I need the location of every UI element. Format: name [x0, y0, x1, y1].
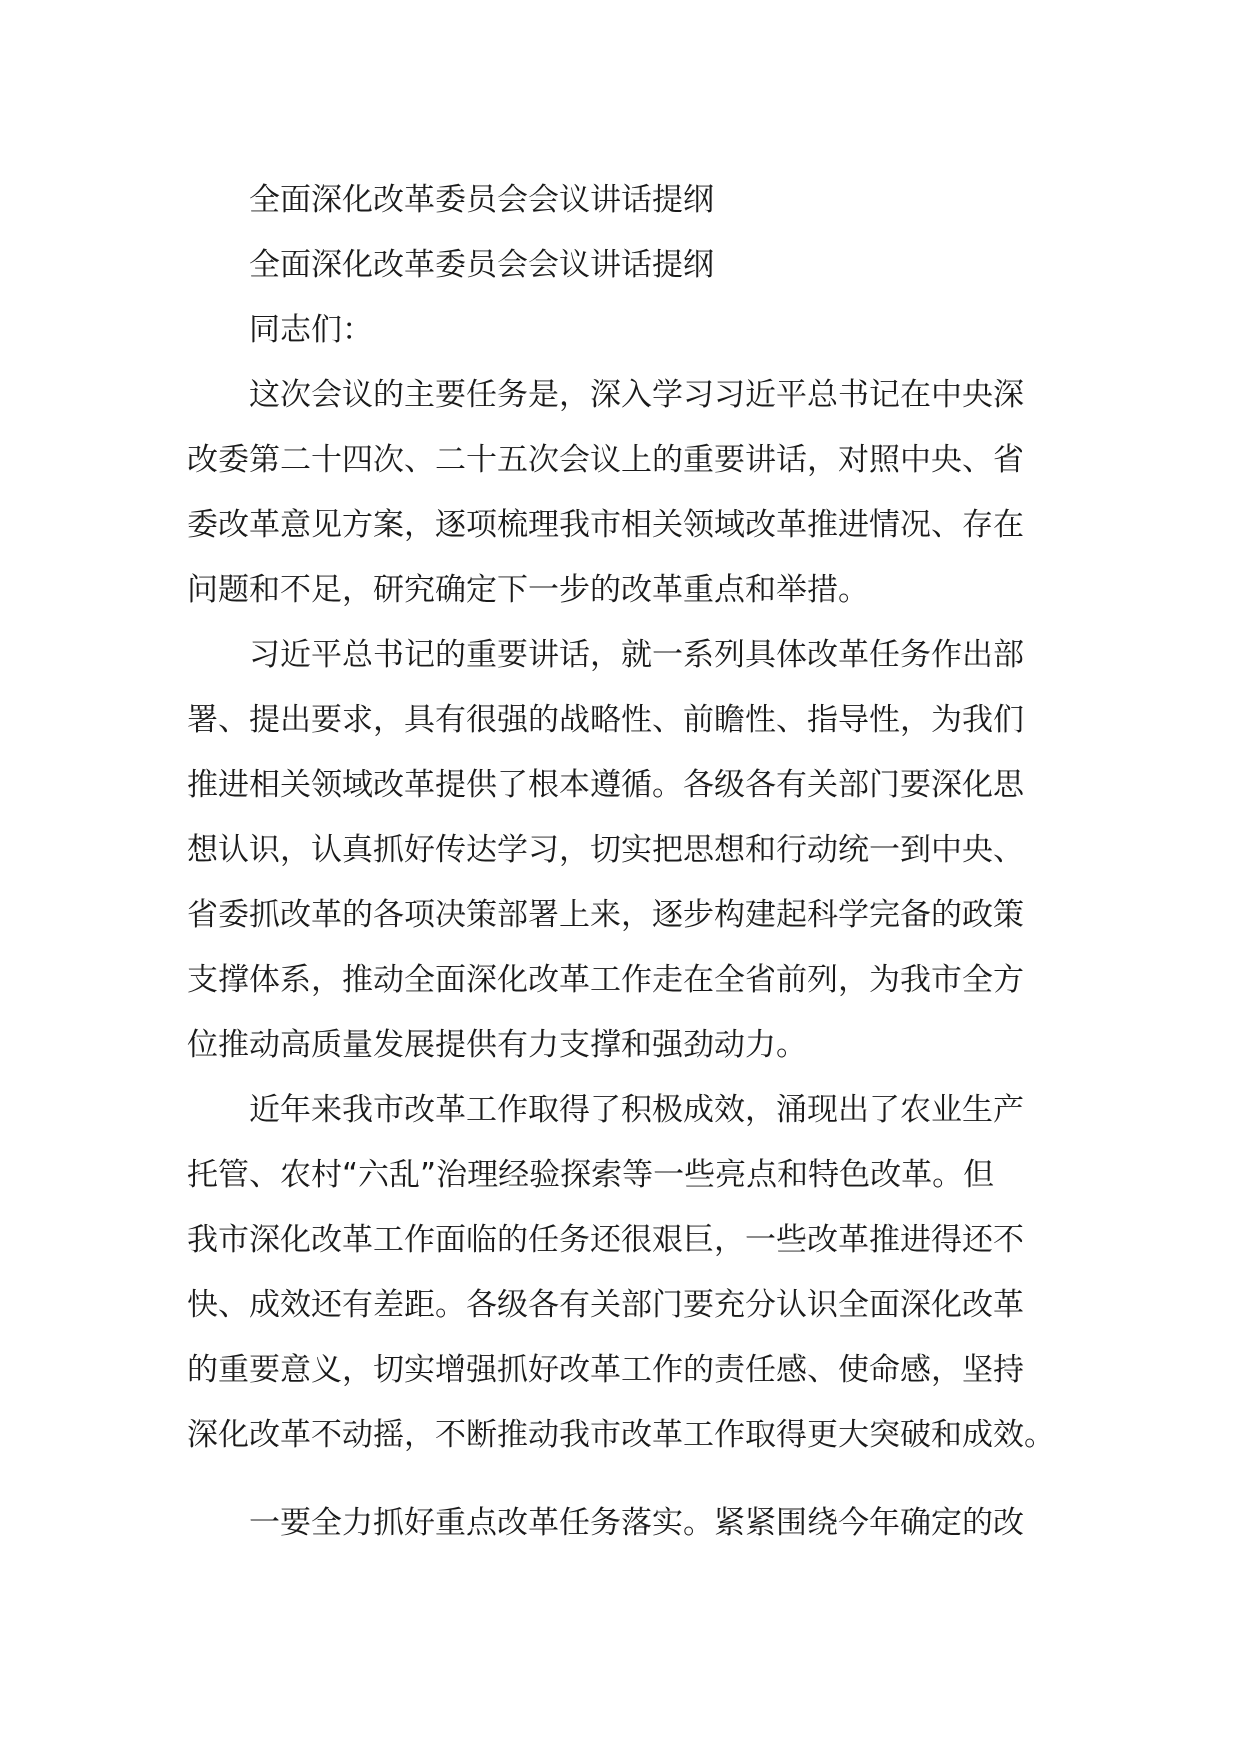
paragraph-3	[187, 1078, 1057, 1468]
paragraph-line: 位推动高质量发展提供有力支撑和强劲动力。	[187, 1027, 807, 1063]
paragraph-line: 的重要意义，切实增强抓好改革工作的责任感、使命感，坚持	[187, 1352, 1024, 1388]
paragraph-line: 委改革意见方案，逐项梳理我市相关领域改革推进情况、存在	[187, 507, 1024, 543]
paragraph-line: 深化改革不动摇，不断推动我市改革工作取得更大突破和成效。	[187, 1417, 1055, 1453]
document-subtitle: 全面深化改革委员会会议讲话提纲	[249, 247, 714, 283]
paragraph-spacer	[187, 1468, 1057, 1491]
paragraph-line: 习近平总书记的重要讲话，就一系列具体改革任务作出部	[249, 637, 1024, 673]
paragraph-line: 问题和不足，研究确定下一步的改革重点和举措。	[187, 572, 869, 608]
paragraph-line: 近年来我市改革工作取得了积极成效，涌现出了农业生产	[249, 1092, 1024, 1128]
document-title: 全面深化改革委员会会议讲话提纲	[249, 182, 714, 218]
document-body	[187, 168, 1057, 1556]
paragraph-line: 快、成效还有差距。各级各有关部门要充分认识全面深化改革	[187, 1287, 1024, 1323]
paragraph-line: 支撑体系，推动全面深化改革工作走在全省前列，为我市全方	[187, 962, 1024, 998]
paragraph-line: 想认识，认真抓好传达学习，切实把思想和行动统一到中央、	[187, 832, 1024, 868]
salutation: 同志们：	[249, 312, 373, 348]
paragraph-4	[187, 1491, 1057, 1556]
paragraph-line: 一要全力抓好重点改革任务落实。紧紧围绕今年确定的改	[249, 1505, 1024, 1541]
paragraph-line: 我市深化改革工作面临的任务还很艰巨，一些改革推进得还不	[187, 1222, 1024, 1258]
paragraph-line: 托管、农村“六乱”治理经验探索等一些亮点和特色改革。但	[187, 1157, 995, 1193]
paragraph-line: 这次会议的主要任务是，深入学习习近平总书记在中央深	[249, 377, 1024, 413]
paragraph-line: 省委抓改革的各项决策部署上来，逐步构建起科学完备的政策	[187, 897, 1024, 933]
paragraph-line: 署、提出要求，具有很强的战略性、前瞻性、指导性，为我们	[187, 702, 1024, 738]
paragraph-line: 改委第二十四次、二十五次会议上的重要讲话，对照中央、省	[187, 442, 1024, 478]
paragraph-2	[187, 623, 1057, 1078]
paragraph-line: 推进相关领域改革提供了根本遵循。各级各有关部门要深化思	[187, 767, 1024, 803]
paragraph-1	[187, 363, 1057, 623]
